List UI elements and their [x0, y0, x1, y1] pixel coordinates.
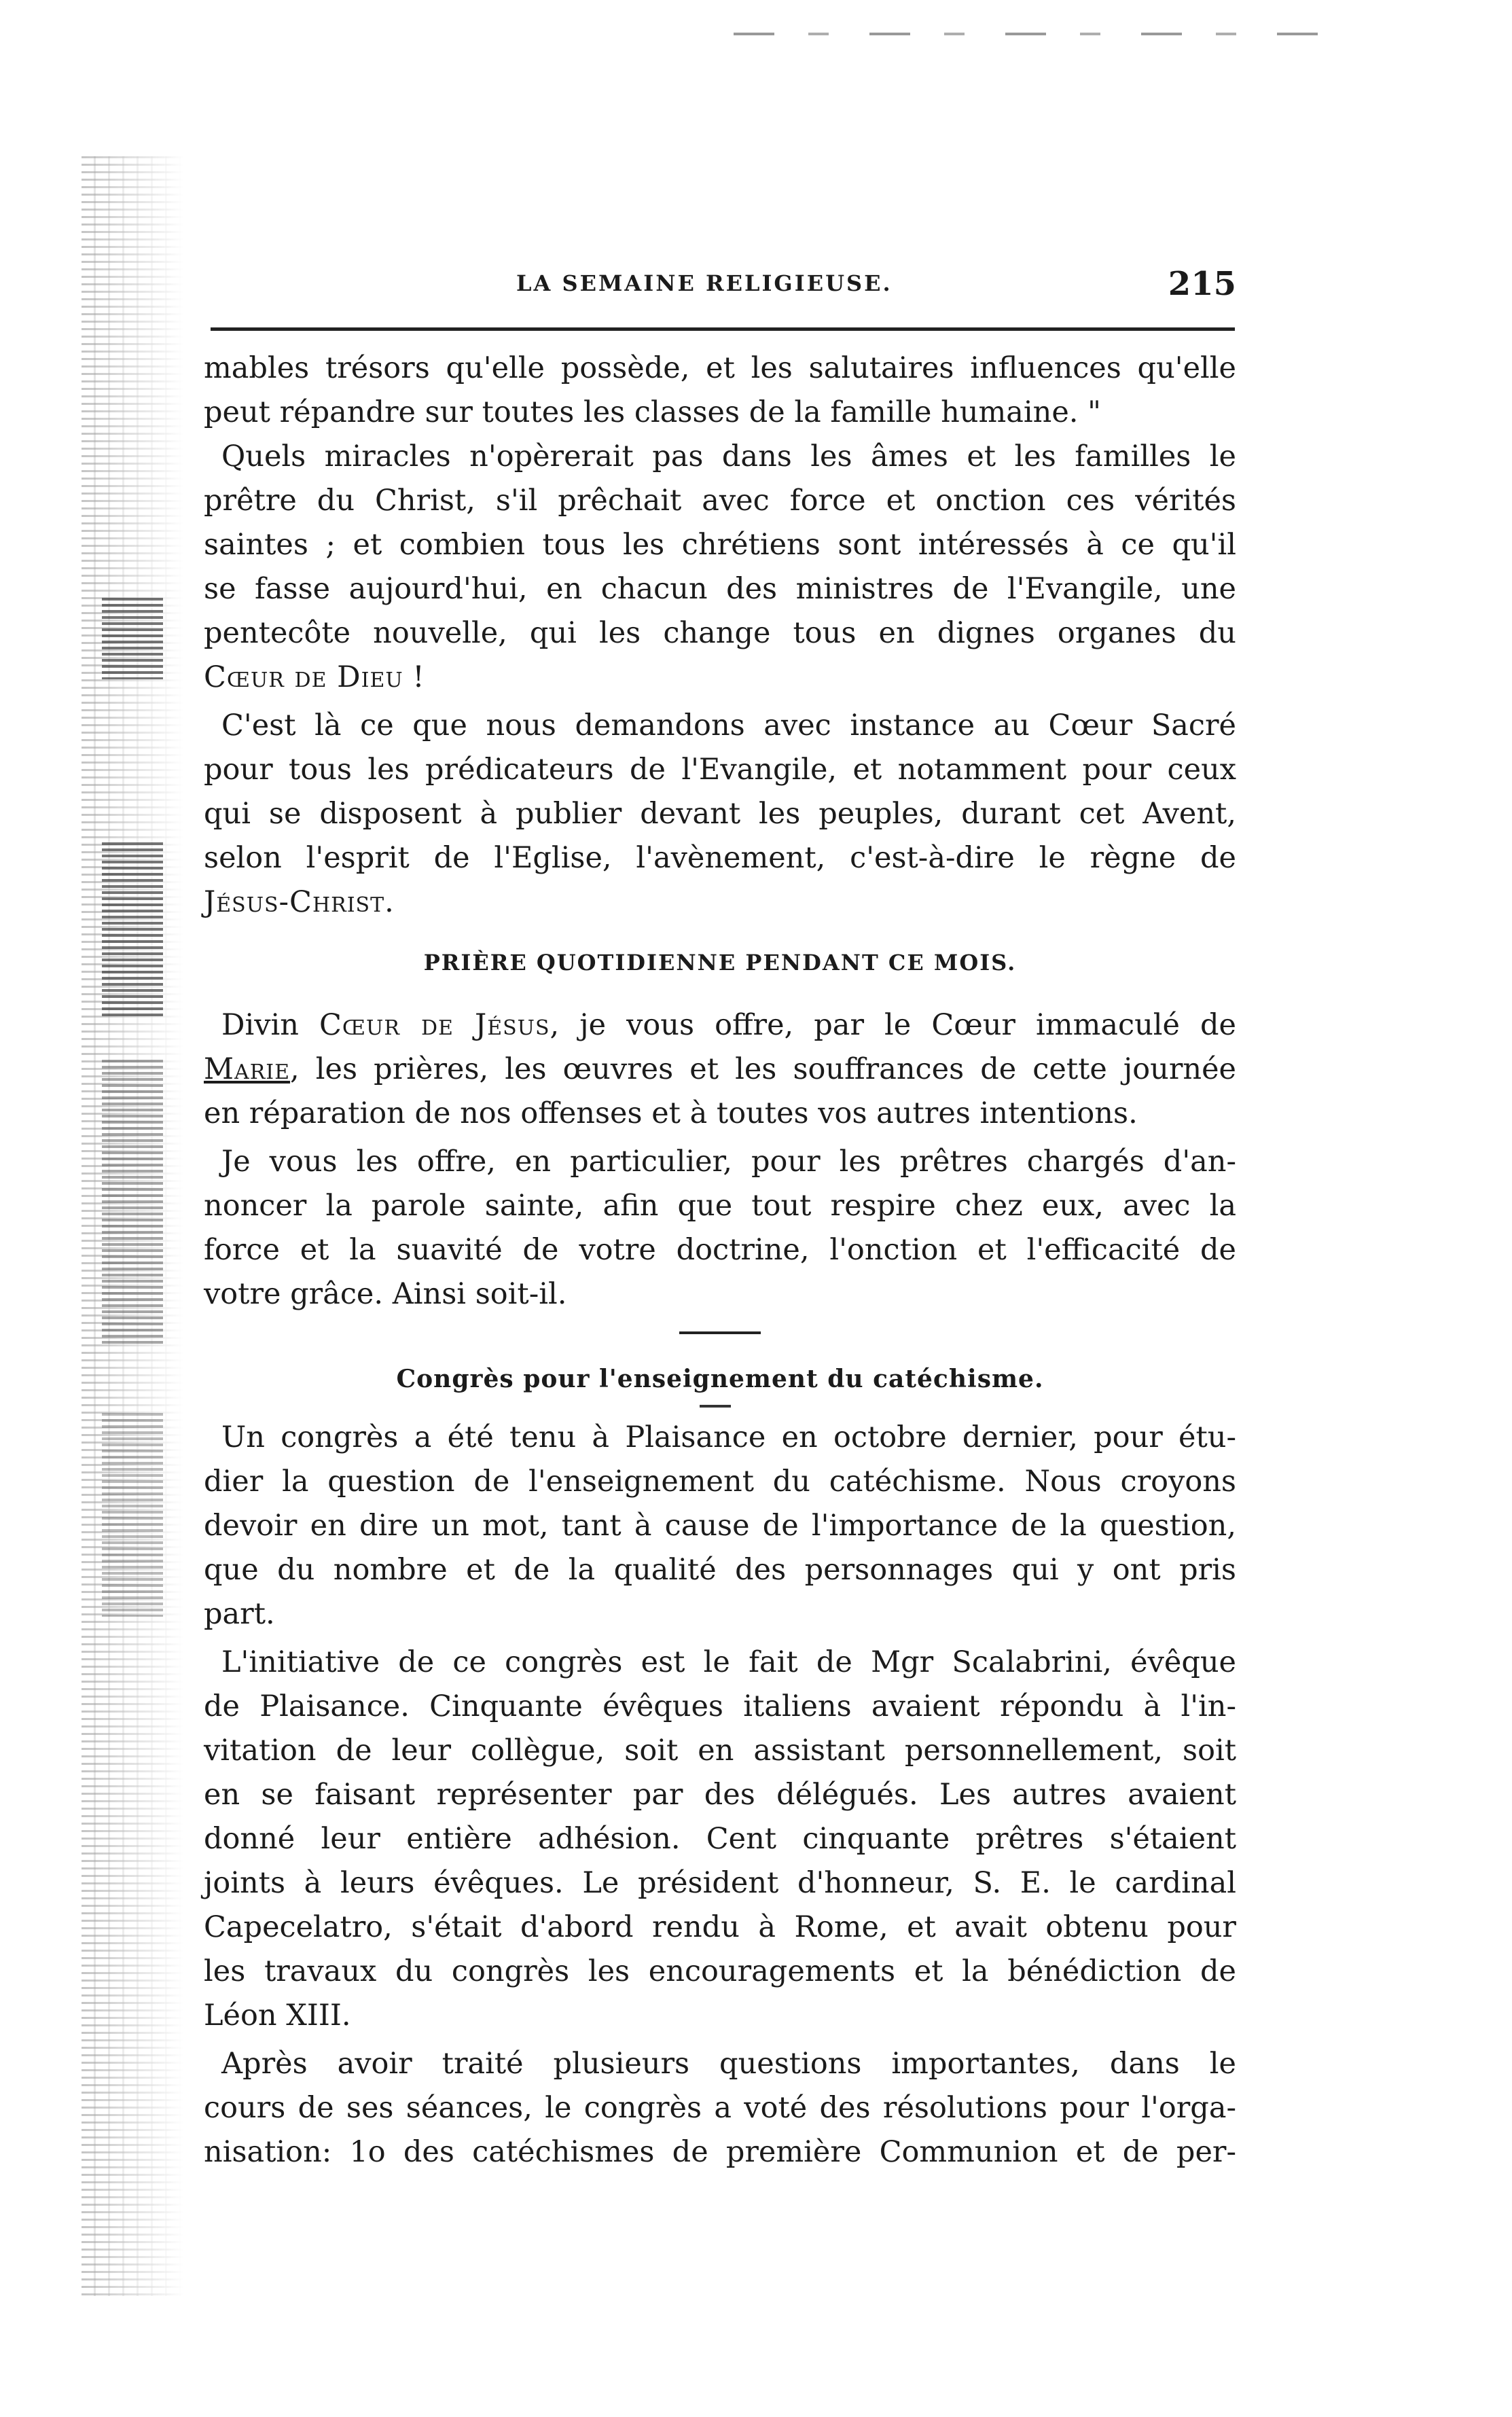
- text-line: selon l'esprit de l'Eglise, l'avènement, c'est-à-dire le règne de: [204, 841, 1236, 875]
- text-line: force et la suavité de votre doctrine, l'onction et l'efficacité de: [204, 1233, 1236, 1267]
- text-line: [204, 1003, 1236, 1048]
- small-caps-text: Cœur de Jésus: [319, 1008, 550, 1042]
- paragraph: [204, 2042, 1236, 2174]
- text-fragment: , les prières, les œuvres et les souffrances de cette journée: [290, 1052, 1236, 1086]
- paragraph: [204, 1641, 1236, 2038]
- text-fragment: .: [384, 885, 394, 919]
- paragraph: [204, 1416, 1236, 1636]
- small-caps-text: Cœur de Dieu: [204, 660, 403, 694]
- heading-underline-mark: [700, 1405, 731, 1408]
- paragraph: [204, 704, 1236, 925]
- text-fragment: !: [403, 660, 425, 694]
- scan-binding-mark: [102, 842, 163, 1019]
- text-line: qui se disposent à publier devant les peuples, durant cet Avent,: [204, 797, 1236, 831]
- text-line: prêtre du Christ, s'il prêchait avec force et onction ces vérités: [204, 484, 1236, 518]
- text-line: joints à leurs évêques. Le président d'honneur, S. E. le cardinal: [204, 1866, 1236, 1900]
- text-line: nisation: 1o des catéchismes de première Communion et de per-: [204, 2135, 1236, 2169]
- section-heading: PRIÈRE QUOTIDIENNE PENDANT CE MOIS.: [423, 950, 1017, 975]
- text-line: peut répandre sur toutes les classes de la famille humaine. ": [204, 395, 1101, 429]
- page-header: [204, 265, 1236, 319]
- text-line: devoir en dire un mot, tant à cause de l'importance de la question,: [204, 1509, 1236, 1543]
- text-line: L'initiative de ce congrès est le fait de Mgr Scalabrini, évêque: [221, 1645, 1236, 1679]
- text-line: que du nombre et de la qualité des personnages qui y ont pris: [204, 1553, 1236, 1587]
- paragraph: [204, 1140, 1236, 1317]
- text-line: Quels miracles n'opèrerait pas dans les âmes et les familles le: [221, 440, 1236, 473]
- text-line: part.: [204, 1597, 275, 1631]
- section-heading: Congrès pour l'enseignement du catéchisme.: [396, 1365, 1044, 1393]
- text-line: de Plaisance. Cinquante évêques italiens avaient répondu à l'in-: [204, 1689, 1236, 1723]
- text-line: Je vous les offre, en particulier, pour les prêtres chargés d'an-: [221, 1145, 1236, 1179]
- text-line: en se faisant représenter par des délégués. Les autres avaient: [204, 1778, 1236, 1812]
- text-fragment: , je vous offre, par le Cœur immaculé de: [550, 1008, 1236, 1042]
- text-line: Après avoir traité plusieurs questions importantes, dans le: [221, 2047, 1236, 2081]
- text-line: Un congrès a été tenu à Plaisance en octobre dernier, pour étu-: [221, 1420, 1236, 1454]
- page-number: 215: [1168, 265, 1236, 303]
- text-line: [204, 1048, 1236, 1092]
- text-line: C'est là ce que nous demandons avec instance au Cœur Sacré: [221, 709, 1236, 742]
- scan-binding-mark: [102, 1413, 163, 1617]
- article-body: [204, 346, 1236, 2174]
- text-line: [204, 880, 1236, 925]
- text-line: les travaux du congrès les encouragements et la bénédiction de: [204, 1954, 1236, 1988]
- text-line: saintes ; et combien tous les chrétiens sont intéressés à ce qu'il: [204, 528, 1236, 562]
- paragraph: [204, 435, 1236, 700]
- scan-binding-mark: [102, 1060, 163, 1345]
- text-line: Léon XIII.: [204, 1999, 351, 2033]
- text-line: mables trésors qu'elle possède, et les salutaires influences qu'elle: [204, 351, 1236, 385]
- text-line: pentecôte nouvelle, qui les change tous en dignes organes du: [204, 616, 1236, 650]
- header-rule: [211, 327, 1235, 331]
- text-line: se fasse aujourd'hui, en chacun des ministres de l'Evangile, une: [204, 572, 1236, 606]
- text-line: pour tous les prédicateurs de l'Evangile, et notamment pour ceux: [204, 753, 1236, 787]
- text-line: [204, 656, 1236, 700]
- text-line: donné leur entière adhésion. Cent cinquante prêtres s'étaient: [204, 1822, 1236, 1856]
- text-line: noncer la parole sainte, afin que tout respire chez eux, avec la: [204, 1189, 1236, 1223]
- small-caps-text: Jésus-Christ: [204, 885, 385, 919]
- small-caps-text: Marie: [204, 1052, 291, 1086]
- text-fragment: Divin: [221, 1008, 320, 1042]
- text-line: cours de ses séances, le congrès a voté des résolutions pour l'orga-: [204, 2091, 1236, 2125]
- paragraph: [204, 346, 1236, 435]
- section-divider: [679, 1331, 761, 1334]
- text-line: dier la question de l'enseignement du catéchisme. Nous croyons: [204, 1465, 1236, 1499]
- text-line: votre grâce. Ainsi soit-il.: [204, 1277, 567, 1311]
- scan-top-artifact: [734, 33, 1345, 35]
- paragraph: [204, 1003, 1236, 1136]
- text-line: Capecelatro, s'était d'abord rendu à Rome, et avait obtenu pour: [204, 1910, 1236, 1944]
- running-title: LA SEMAINE RELIGIEUSE.: [516, 270, 893, 296]
- text-line: en réparation de nos offenses et à toutes vos autres intentions.: [204, 1096, 1138, 1130]
- scan-binding-mark: [102, 598, 163, 679]
- text-line: vitation de leur collègue, soit en assistant personnellement, soit: [204, 1734, 1236, 1768]
